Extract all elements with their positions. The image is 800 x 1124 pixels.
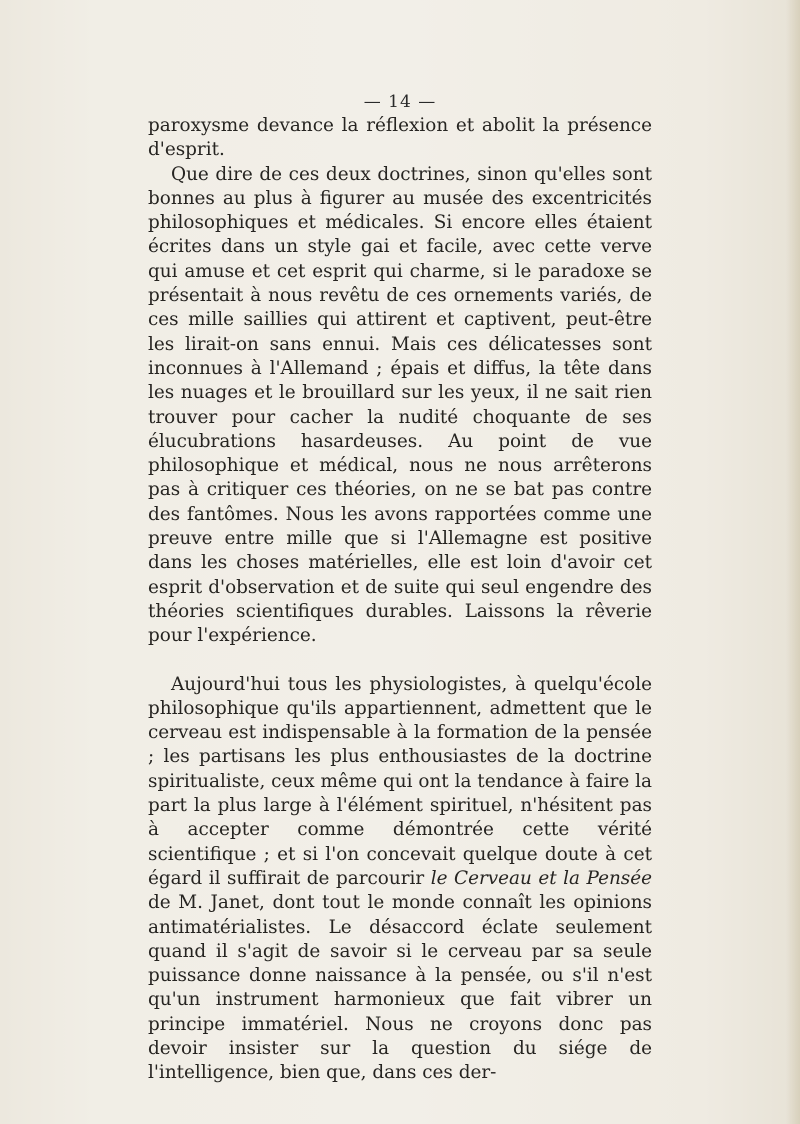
- paragraph-1: paroxysme devance la réflexion et abolit la présence d'esprit.: [148, 115, 652, 161]
- page-edge-shadow: [786, 0, 800, 1124]
- paragraph-2: Que dire de ces deux doctrines, sinon qu'elles sont bonnes au plus à figurer au musée des excentricités philosophiques et médicales. Si encore elles étaient écrites dans un style gai et facile, avec cette verve qui amuse et cet esprit qui charme, si le paradoxe se présentait à nous revêtu de ces ornements variés, de ces mille saillies qui attirent et captivent, peut-être les lirait-on sans ennui. Mais ces délicatesses sont inconnues à l'Allemand ; épais et diffus, la tête dans les nuages et le brouillard sur les yeux, il ne sait rien trouver pour cacher la nudité choquante de ses élucubrations hasardeuses. Au point de vue philosophique et médical, nous ne nous arrêterons pas à critiquer ces théories, on ne se bat pas contre des fantômes. Nous les avons rapportées comme une preuve entre mille que si l'Allemagne est positive dans les choses matérielles, elle est loin d'avoir cet esprit d'observation et de suite qui seul engendre des théories scientifiques durables. Laissons la rêverie pour l'expérience.: [148, 163, 652, 647]
- body-text: [148, 114, 652, 1086]
- page-number: — 14 —: [363, 92, 437, 112]
- paragraph-3-text-after: de M. Janet, dont tout le monde connaît les opinions antimatérialistes. Le désaccord éclate seulement quand il s'agit de savoir si le cerveau par sa seule puissance donne naissance à la pensée, ou s'il n'est qu'un instrument harmonieux que fait vibrer un principe immatériel. Nous ne croyons donc pas devoir insister sur la question du siége de l'intelligence, bien que, dans ces der-: [148, 892, 652, 1084]
- book-title-reference: le Cerveau et la Pensée: [430, 867, 652, 889]
- paragraph-3-text-before: Aujourd'hui tous les physiologistes, à quelqu'école philosophique qu'ils appartiennent, admettent que le cerveau est indispensable à la formation de la pensée ; les partisans les plus enthousiastes de la doctrine spiritualiste, ceux même qui ont la tendance à faire la part la plus large à l'élément spirituel, n'hésitent pas à accepter comme démontrée cette vérité scientifique ; et si l'on concevait quelque doute à cet égard il suffirait de parcourir: [148, 673, 652, 889]
- paragraph-3: [148, 673, 652, 1086]
